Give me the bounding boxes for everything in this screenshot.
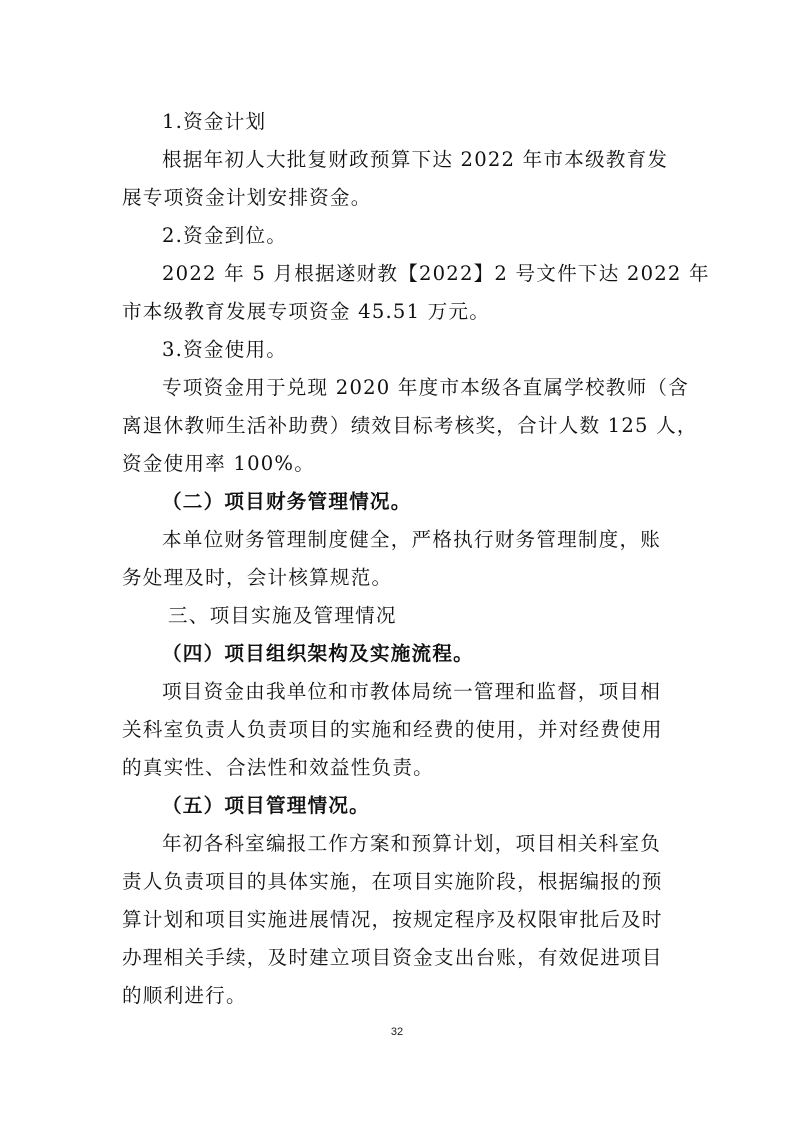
section-heading-implementation: 三、项目实施及管理情况 <box>168 604 397 627</box>
paragraph-line: 离退休教师生活补助费）绩效目标考核奖，合计人数 125 人， <box>122 414 698 437</box>
section-heading-finance: （二）项目财务管理情况。 <box>162 490 412 513</box>
paragraph-line: 的真实性、合法性和效益性负责。 <box>122 756 434 779</box>
paragraph-line: 年初各科室编报工作方案和预算计划，项目相关科室负 <box>162 832 662 855</box>
paragraph-line: 根据年初人大批复财政预算下达 2022 年市本级教育发 <box>162 148 669 171</box>
paragraph-line: 资金使用率 100%。 <box>122 452 316 475</box>
paragraph-line: 关科室负责人负责项目的实施和经费的使用，并对经费使用 <box>122 718 663 741</box>
paragraph-line: 展专项资金计划安排资金。 <box>122 186 372 209</box>
paragraph-line: 专项资金用于兑现 2020 年度市本级各直属学校教师（含 <box>162 376 689 399</box>
paragraph-line: 本单位财务管理制度健全，严格执行财务管理制度，账 <box>162 528 662 551</box>
paragraph-line: 的顺利进行。 <box>122 984 247 1007</box>
section-heading-organization: （四）项目组织架构及实施流程。 <box>162 642 474 665</box>
item-3-funding-usage: 3.资金使用。 <box>162 338 288 361</box>
page-number: 32 <box>390 1026 404 1038</box>
paragraph-line: 2022 年 5 月根据遂财教【2022】2 号文件下达 2022 年 <box>162 262 710 285</box>
paragraph-line: 责人负责项目的具体实施，在项目实施阶段，根据编报的预 <box>122 870 663 893</box>
paragraph-line: 项目资金由我单位和市教体局统一管理和监督，项目相 <box>162 680 662 703</box>
paragraph-line: 市本级教育发展专项资金 45.51 万元。 <box>122 300 491 323</box>
paragraph-line: 办理相关手续，及时建立项目资金支出台账，有效促进项目 <box>122 946 663 969</box>
section-heading-management: （五）项目管理情况。 <box>162 794 370 817</box>
item-2-funding-arrival: 2.资金到位。 <box>162 224 288 247</box>
paragraph-line: 算计划和项目实施进展情况，按规定程序及权限审批后及时 <box>122 908 663 931</box>
paragraph-line: 务处理及时，会计核算规范。 <box>122 566 393 589</box>
item-1-funding-plan: 1.资金计划 <box>162 110 267 133</box>
